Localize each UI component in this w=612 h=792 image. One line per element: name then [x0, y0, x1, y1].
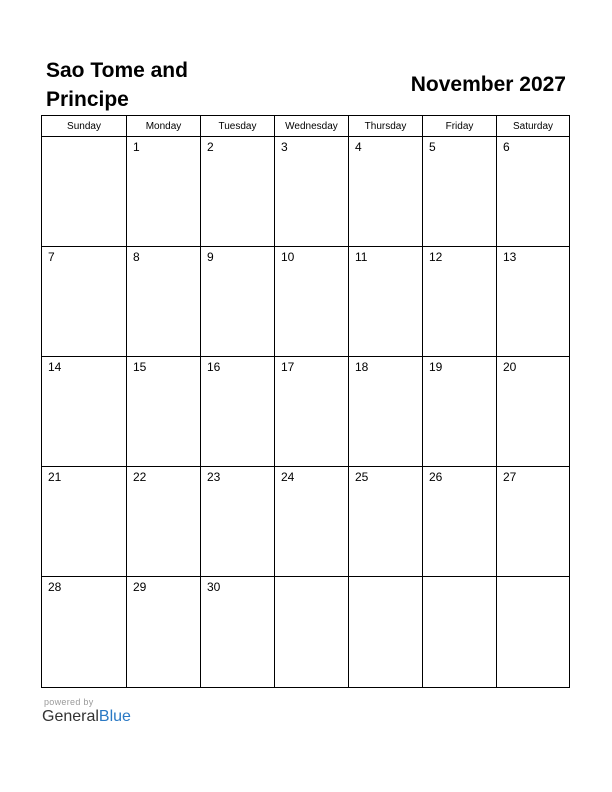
day-cell	[42, 247, 127, 357]
day-number: 30	[207, 580, 221, 594]
day-number: 24	[281, 470, 295, 484]
day-cell	[42, 137, 127, 247]
day-number: 29	[133, 580, 147, 594]
day-number: 4	[355, 140, 362, 154]
day-cell	[42, 467, 127, 577]
brand-general-text: General	[42, 708, 99, 725]
day-cell	[497, 467, 569, 577]
day-cell	[127, 247, 201, 357]
brand-blue-text: Blue	[98, 708, 131, 725]
day-number: 1	[133, 140, 140, 154]
day-cell	[497, 247, 569, 357]
day-number: 9	[207, 250, 214, 264]
day-cell	[275, 247, 349, 357]
weekday-header: Friday	[423, 116, 497, 137]
day-number: 20	[503, 360, 517, 374]
day-cell	[201, 137, 275, 247]
day-cell	[275, 577, 349, 687]
day-number: 3	[281, 140, 288, 154]
day-number: 21	[48, 470, 62, 484]
day-number: 27	[503, 470, 517, 484]
day-number: 26	[429, 470, 443, 484]
day-number: 8	[133, 250, 140, 264]
day-number: 12	[429, 250, 443, 264]
day-cell	[423, 137, 497, 247]
day-cell	[201, 357, 275, 467]
day-number: 19	[429, 360, 443, 374]
day-number: 5	[429, 140, 436, 154]
day-cell	[423, 467, 497, 577]
day-number: 2	[207, 140, 214, 154]
day-cell	[42, 357, 127, 467]
day-number: 28	[48, 580, 62, 594]
day-cell	[275, 357, 349, 467]
day-cell	[201, 247, 275, 357]
day-number: 10	[281, 250, 295, 264]
day-cell	[127, 467, 201, 577]
generalblue-logo[interactable]	[42, 708, 131, 726]
day-cell	[423, 357, 497, 467]
day-number: 15	[133, 360, 147, 374]
weekday-header: Monday	[127, 116, 201, 137]
day-cell	[275, 467, 349, 577]
day-cell	[349, 357, 423, 467]
day-cell	[275, 137, 349, 247]
day-cell	[127, 577, 201, 687]
weekday-header: Saturday	[497, 116, 569, 137]
day-number: 7	[48, 250, 55, 264]
country-title: Sao Tome and Principe	[46, 59, 188, 111]
day-number: 11	[355, 250, 368, 264]
weekday-header: Thursday	[349, 116, 423, 137]
weekday-header: Tuesday	[201, 116, 275, 137]
day-cell	[497, 577, 569, 687]
day-cell	[423, 577, 497, 687]
powered-by-text: powered by	[44, 697, 94, 707]
day-number: 22	[133, 470, 147, 484]
day-cell	[423, 247, 497, 357]
day-cell	[201, 577, 275, 687]
calendar-grid	[41, 115, 570, 688]
day-cell	[127, 137, 201, 247]
weekday-header: Sunday	[42, 116, 127, 137]
month-year-title: November 2027	[410, 73, 566, 96]
day-cell	[349, 247, 423, 357]
day-number: 6	[503, 140, 510, 154]
day-cell	[42, 577, 127, 687]
day-number: 23	[207, 470, 221, 484]
day-cell	[349, 467, 423, 577]
day-number: 16	[207, 360, 221, 374]
day-number: 17	[281, 360, 295, 374]
day-cell	[349, 577, 423, 687]
day-number: 13	[503, 250, 517, 264]
weekday-header: Wednesday	[275, 116, 349, 137]
day-cell	[349, 137, 423, 247]
day-cell	[127, 357, 201, 467]
day-number: 18	[355, 360, 369, 374]
day-cell	[497, 357, 569, 467]
day-cell	[201, 467, 275, 577]
day-number: 25	[355, 470, 369, 484]
day-cell	[497, 137, 569, 247]
day-number: 14	[48, 360, 62, 374]
